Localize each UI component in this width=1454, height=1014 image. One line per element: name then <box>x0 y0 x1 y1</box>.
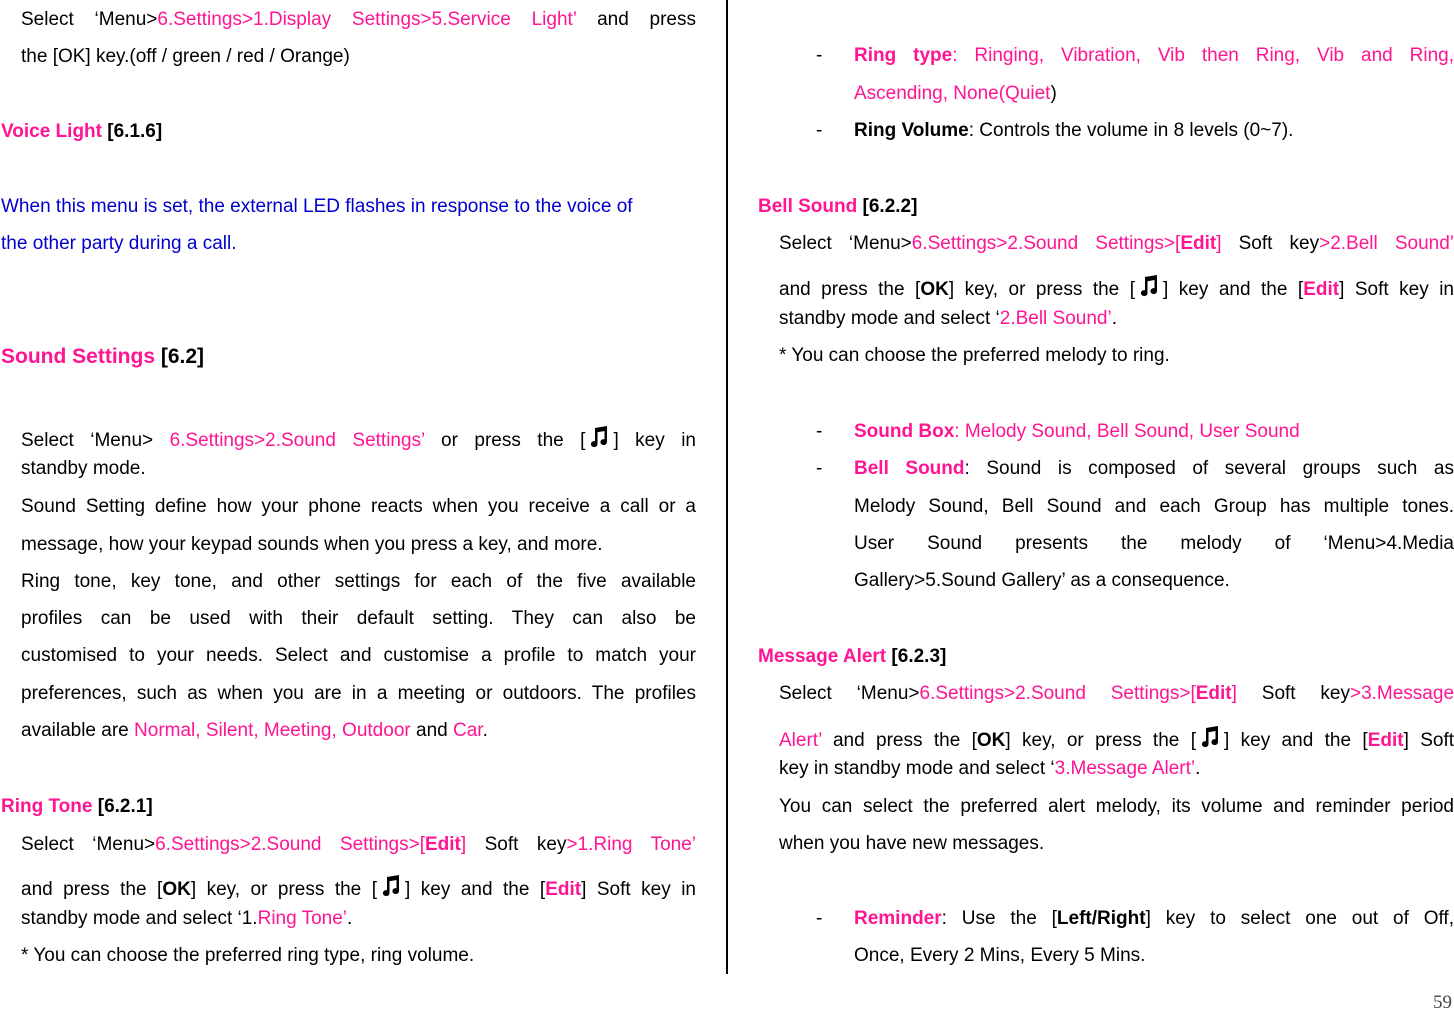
column-divider <box>726 0 728 974</box>
sound-para-line-4: profiles can be used with their default setting. They can also be <box>21 608 696 629</box>
reminder-line-2: Once, Every 2 Mins, Every 5 Mins. <box>854 945 1146 966</box>
voice-light-desc-1: When this menu is set, the external LED flashes in response to the voice of <box>1 196 633 217</box>
bell-sound-line-4: * You can choose the preferred melody to ring. <box>779 345 1170 366</box>
sound-para-line-2: message, how your keypad sounds when you press a key, and more. <box>21 534 603 555</box>
intro-line-2: the [OK] key.(off / green / red / Orange) <box>21 46 350 67</box>
bell-sound-item-line-2: Melody Sound, Bell Sound and each Group has multiple tones. <box>854 496 1454 517</box>
intro-line-1: Select ‘Menu>6.Settings>1.Display Settings>5.Service Light’ and press <box>21 9 696 30</box>
music-note-icon <box>1138 274 1160 298</box>
ring-type-line-2: Ascending, None(Quiet) <box>854 83 1057 104</box>
ring-tone-line-4: * You can choose the preferred ring type, ring volume. <box>21 945 475 966</box>
sound-settings-heading: Sound Settings [6.2] <box>1 345 205 368</box>
bell-sound-item-line-4: Gallery>5.Sound Gallery’ as a consequence. <box>854 570 1230 591</box>
sound-select-line-1: Select ‘Menu> 6.Settings>2.Sound Settings’ or press the [ ] key in <box>21 425 696 452</box>
message-alert-line-3: key in standby mode and select ‘3.Message Alert’. <box>779 758 1201 779</box>
sound-para-line-6: preferences, such as when you are in a meeting or outdoors. The profiles <box>21 683 696 704</box>
bullet-dash: - <box>816 421 823 442</box>
sound-para-line-3: Ring tone, key tone, and other settings for each of the five available <box>21 571 696 592</box>
ring-type-line-1: Ring type: Ringing, Vibration, Vib then Ring, Vib and Ring, <box>854 45 1454 66</box>
page-number: 59 <box>1433 992 1452 1013</box>
sound-para-line-7: available are Normal, Silent, Meeting, Outdoor and Car. <box>21 720 488 741</box>
music-note-icon <box>1199 725 1221 749</box>
voice-light-desc-2: the other party during a call. <box>1 233 237 254</box>
bullet-dash: - <box>816 120 823 141</box>
voice-light-heading: Voice Light [6.1.6] <box>1 121 163 142</box>
ring-tone-line-2: and press the [OK] key, or press the [ ] key and the [Edit] Soft key in <box>21 874 696 901</box>
bullet-dash: - <box>816 908 823 929</box>
sound-select-line-2: standby mode. <box>21 458 146 479</box>
bell-sound-line-2: and press the [OK] key, or press the [ ] key and the [Edit] Soft key in <box>779 274 1454 301</box>
message-alert-line-4: You can select the preferred alert melody, its volume and reminder period <box>779 796 1454 817</box>
sound-para-line-5: customised to your needs. Select and customise a profile to match your <box>21 645 696 666</box>
message-alert-line-2: Alert’ and press the [OK] key, or press the [ ] key and the [Edit] Soft <box>779 725 1454 752</box>
message-alert-line-1: Select ‘Menu>6.Settings>2.Sound Settings>[Edit] Soft key>3.Message <box>779 683 1454 704</box>
sound-para-line-1: Sound Setting define how your phone reacts when you receive a call or a <box>21 496 696 517</box>
bell-sound-heading: Bell Sound [6.2.2] <box>758 196 918 217</box>
reminder-line-1: Reminder: Use the [Left/Right] key to select one out of Off, <box>854 908 1454 929</box>
ring-tone-line-3: standby mode and select ‘1.Ring Tone’. <box>21 908 353 929</box>
sound-box-line: Sound Box: Melody Sound, Bell Sound, User Sound <box>854 421 1300 442</box>
bell-sound-line-3: standby mode and select ‘2.Bell Sound’. <box>779 308 1117 329</box>
message-alert-line-5: when you have new messages. <box>779 833 1045 854</box>
bell-sound-item-line-1: Bell Sound: Sound is composed of several groups such as <box>854 458 1454 479</box>
bell-sound-item-line-3: User Sound presents the melody of ‘Menu>4.Media <box>854 533 1454 554</box>
ring-tone-line-1: Select ‘Menu>6.Settings>2.Sound Settings>[Edit] Soft key>1.Ring Tone’ <box>21 834 697 855</box>
music-note-icon <box>380 874 402 898</box>
ring-volume-line: Ring Volume: Controls the volume in 8 levels (0~7). <box>854 120 1294 141</box>
bullet-dash: - <box>816 458 823 479</box>
bullet-dash: - <box>816 45 823 66</box>
bell-sound-line-1: Select ‘Menu>6.Settings>2.Sound Settings>[Edit] Soft key>2.Bell Sound’ <box>779 233 1454 254</box>
music-note-icon <box>588 425 610 449</box>
ring-tone-heading: Ring Tone [6.2.1] <box>1 796 153 817</box>
message-alert-heading: Message Alert [6.2.3] <box>758 646 947 667</box>
